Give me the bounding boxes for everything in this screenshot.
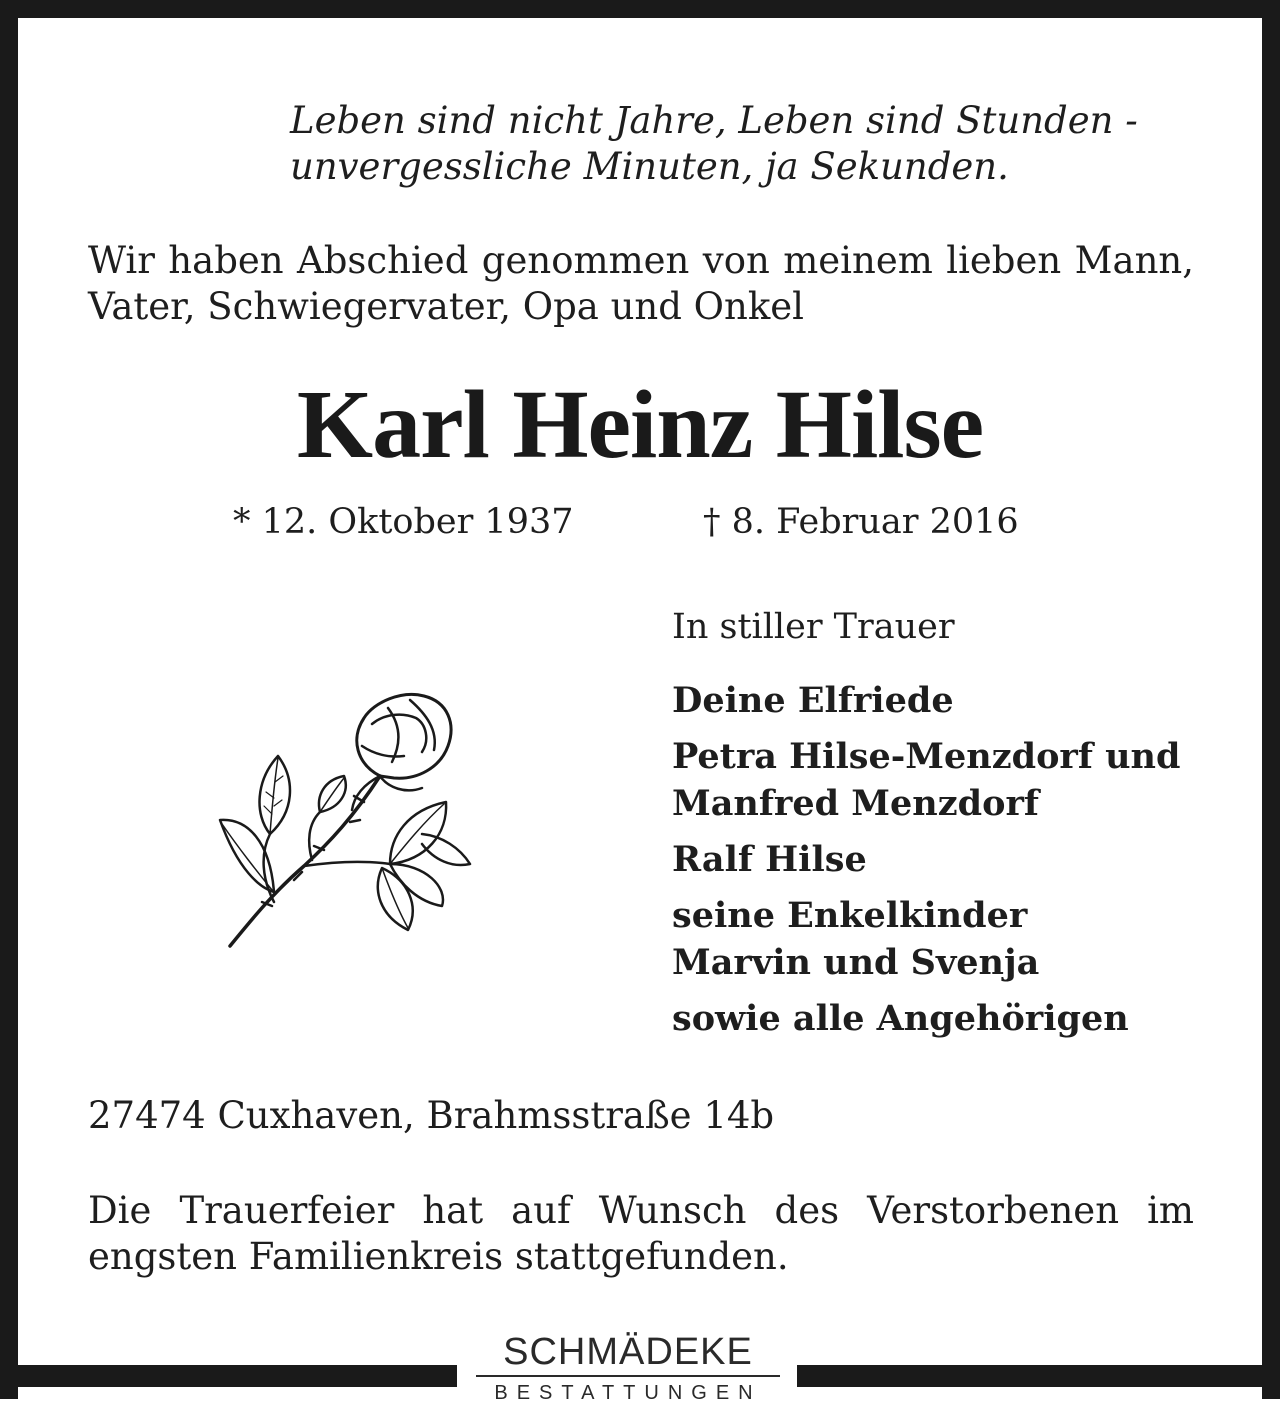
- mourner-group: [672, 733, 1232, 827]
- deceased-name: Karl Heinz Hilse: [296, 371, 984, 479]
- bottom-border-left: [0, 1365, 457, 1387]
- logo-name: SCHMÄDEKE: [503, 1331, 753, 1373]
- death-date: † 8. Februar 2016: [703, 502, 1019, 542]
- mourner-line: sowie alle Angehörigen: [672, 998, 1129, 1039]
- mourner-group: [672, 677, 1232, 724]
- mourner-line: Marvin und Svenja: [672, 942, 1040, 983]
- mourner-group: [672, 995, 1232, 1042]
- mourning-lead: In stiller Trauer: [672, 607, 955, 647]
- mourner-line: Deine Elfriede: [672, 680, 954, 721]
- funeral-home-logo: [468, 1331, 788, 1405]
- mourner-line: Manfred Menzdorf: [672, 783, 1039, 824]
- mourner-line: seine Enkelkinder: [672, 895, 1028, 936]
- mourner-line: Petra Hilse-Menzdorf und: [672, 736, 1181, 777]
- logo-subtitle: BESTATTUNGEN: [494, 1382, 762, 1404]
- bottom-border-right: [797, 1365, 1280, 1387]
- birth-date: * 12. Oktober 1937: [233, 502, 574, 542]
- mourner-group: [672, 892, 1232, 986]
- mourner-line: Ralf Hilse: [672, 839, 867, 880]
- motto-line-2: unvergessliche Minuten, ja Sekunden.: [290, 145, 1009, 188]
- address: 27474 Cuxhaven, Brahmsstraße 14b: [88, 1094, 775, 1137]
- logo-divider: [476, 1375, 780, 1377]
- motto-quote: [290, 98, 1200, 190]
- rose-icon: [212, 684, 482, 959]
- mourner-group: [672, 836, 1232, 883]
- mourners-block: [672, 605, 1232, 1051]
- motto-line-1: Leben sind nicht Jahre, Leben sind Stunden -: [290, 99, 1138, 142]
- intro-text: Wir haben Abschied genommen von meinem lieben Mann, Vater, Schwiegervater, Opa und Onkel: [88, 239, 1194, 328]
- funeral-note: Die Trauerfeier hat auf Wunsch des Verstorbenen im engsten Familienkreis stattgefunden.: [88, 1189, 1194, 1278]
